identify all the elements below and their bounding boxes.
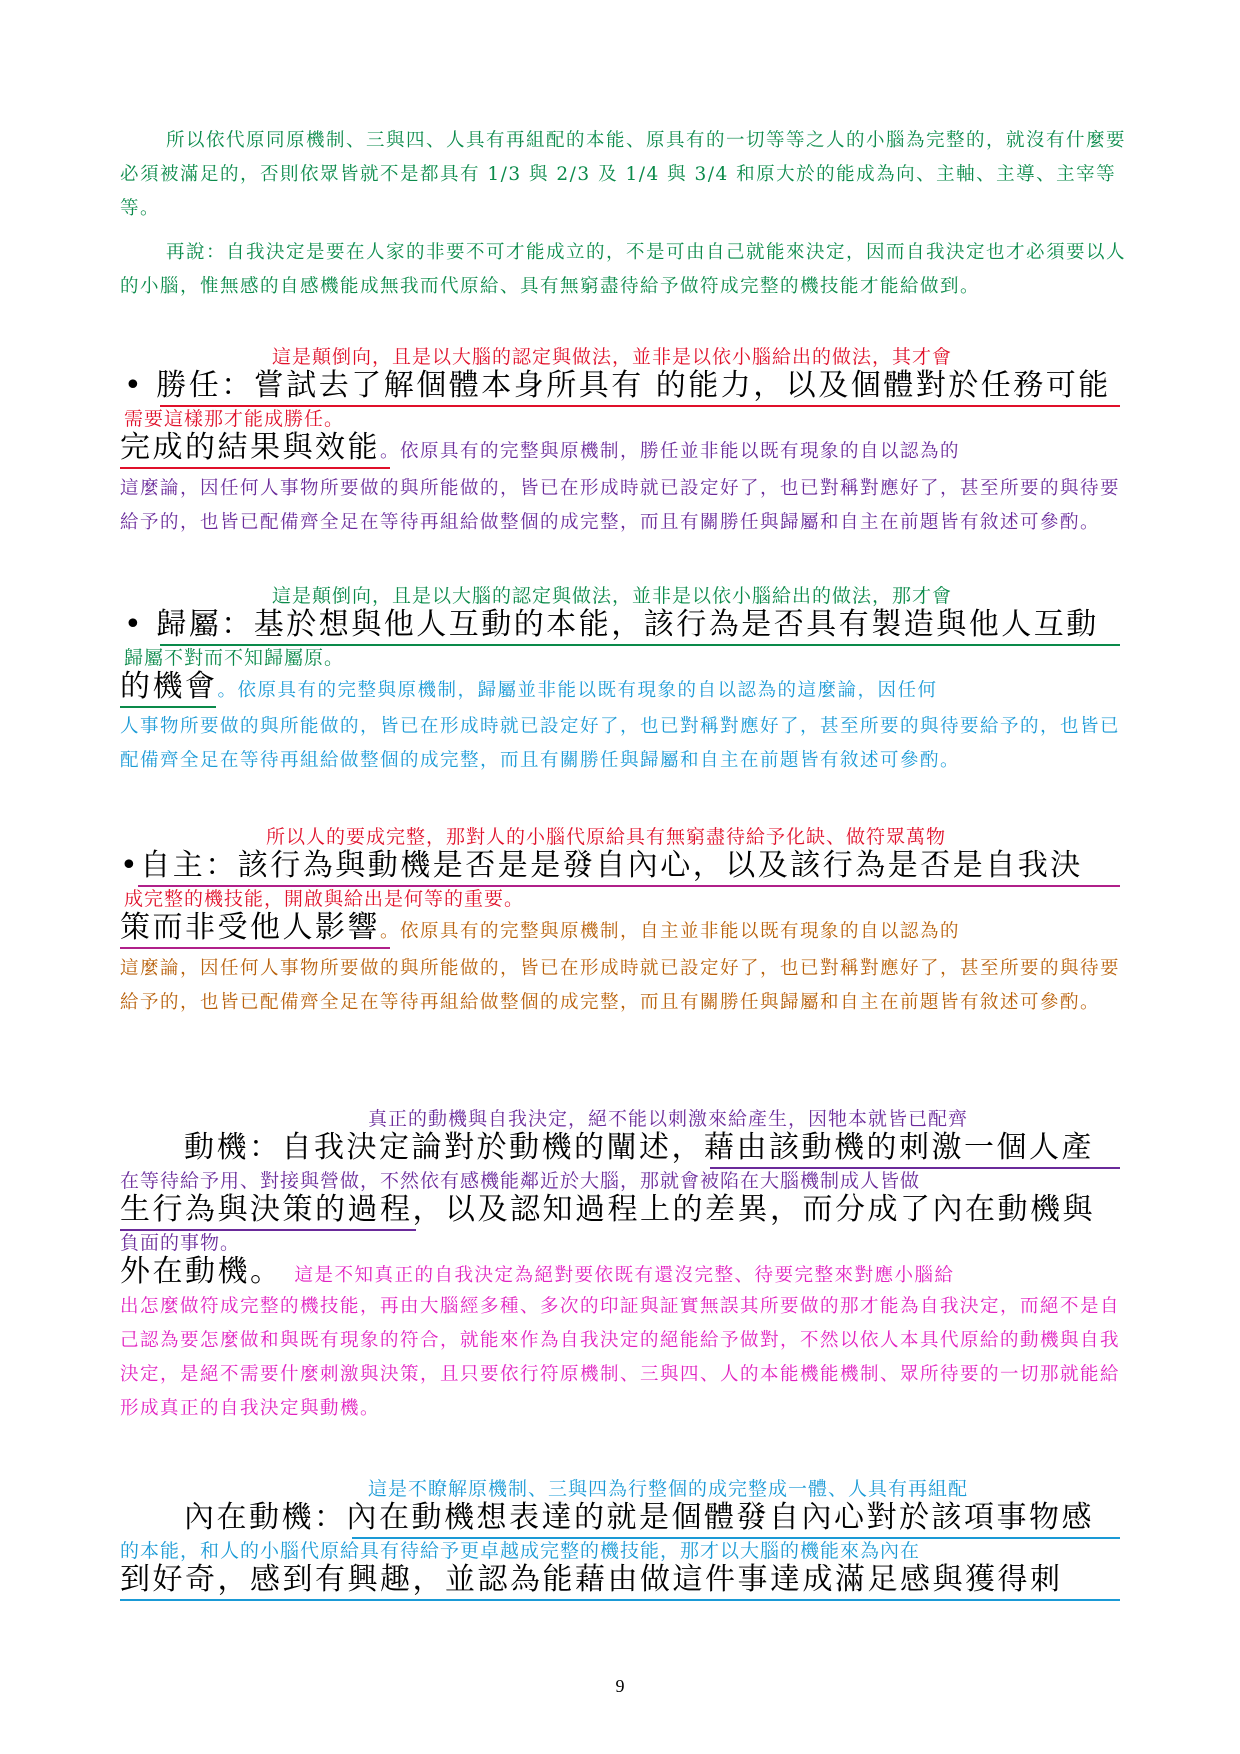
annotation-motivation-mid: 在等待給予用、對接與營做，不然依有感機能鄰近於大腦，那就會被陷在大腦機制成人皆做 [120,1170,921,1192]
autonomy-body: 這麼論，因任何人事物所要做的與所能做的，皆已在形成時就已設定好了，也已對稱對應好了，甚至所要的與待要給予的，也皆已配備齊全足在等待再組給做整個的成完整，而且有關勝任與歸屬和自主在前題皆有敘述可參酌。 [120,958,1121,1013]
heading-motivation-line1: 動機：自我決定論對於動機的闡述，藉由該動機的刺激一個人產 [184,1130,1094,1165]
annotation-competence-bottom: 需要這樣那才能成勝任。 [124,408,345,430]
heading-motivation-line3-main: 外在動機。 [120,1254,283,1289]
underline-autonomy-1 [138,885,1120,887]
annotation-belonging-top: 這是顛倒向，且是以大腦的認定與做法，並非是以依小腦給出的做法，那才會 [272,585,953,607]
underline-belonging-2 [120,706,216,708]
annotation-autonomy-top: 所以人的要成完整，那對人的小腦代原給具有無窮盡待給予化缺、做符眾萬物 [266,826,947,848]
motivation-body: 出怎麼做符成完整的機技能，再由大腦經多種、多次的印証與証實無誤其所要做的那才能為自我決定，而絕不是自己認為要怎麼做和與既有現象的符合，就能來作為自我決定的絕能給予做對，不然以依人本具代原給的動機與自我決定，是絕不需要什麼刺激與決策，且只要依行符原機制、三與四、人的本能機能機制、眾所待要的一切那就能給形成真正的自我決定與動機。 [120,1296,1121,1419]
underline-belonging-1 [160,644,1120,646]
paragraph-2: 再說：自我決定是要在人家的非要不可才能成立的，不是可由自己就能來決定，因而自我決定也才必須要以人的小腦，惟無感的自感機能成無我而代原給、具有無窮盡待給予做符成完整的機技能才能給做到。 [120,242,1127,297]
underline-intrinsic-2 [120,1599,1120,1601]
motivation-line3-tail: 這是不知真正的自我決定為絕對要依既有還沒完整、待要完整來對應小腦給 [294,1265,955,1286]
heading-belonging-line2 [120,669,938,709]
competence-line2-tail: 。依原具有的完整與原機制，勝任並非能以既有現象的自以認為的 [380,441,961,462]
annotation-motivation-bottom: 負面的事物。 [120,1232,241,1254]
heading-belonging-line1: • 歸屬：基於想與他人互動的本能，該行為是否具有製造與他人互動 [124,607,1099,642]
competence-body: 這麼論，因任何人事物所要做的與所能做的，皆已在形成時就已設定好了，也已對稱對應好了，甚至所要的與待要給予的，也皆已配備齊全足在等待再組給做整個的成完整，而且有關勝任與歸屬和自主在前題皆有敘述可參酌。 [120,478,1121,533]
heading-competence-line2 [120,430,960,470]
heading-autonomy-line2-main: 策而非受他人影響 [120,910,380,945]
heading-motivation-line2: 生行為與決策的過程，以及認知過程上的差異，而分成了內在動機與 [120,1192,1095,1227]
paragraph-1: 所以依代原同原機制、三與四、人具有再組配的本能、原具有的一切等等之人的小腦為完整的，就沒有什麼要必須被滿足的，否則依眾皆就不是都具有 1/3 與 2/3 及 1/4 與 3/4 和原大於的能成為向、主軸、主導、主宰等等。 [120,130,1127,219]
annotation-motivation-top: 真正的動機與自我決定，絕不能以刺激來給產生，因牠本就皆已配齊 [368,1108,969,1130]
underline-motivation-1 [710,1167,1120,1169]
page-number: 9 [615,1676,625,1696]
autonomy-line2-tail: 。依原具有的完整與原機制，自主並非能以既有現象的自以認為的 [380,921,961,942]
heading-autonomy-line1: •自主：該行為與動機是否是是發自內心，以及該行為是否是自我決 [120,848,1083,883]
annotation-belonging-bottom: 歸屬不對而不知歸屬原。 [124,647,345,669]
underline-motivation-2 [120,1229,416,1231]
annotation-competence-top: 這是顛倒向，且是以大腦的認定與做法，並非是以依小腦給出的做法，其才會 [272,346,953,368]
underline-autonomy-2 [120,947,390,949]
heading-intrinsic-line1: 內在動機：內在動機想表達的就是個體發自內心對於該項事物感 [184,1500,1094,1535]
heading-belonging-line2-main: 的機會 [120,669,218,704]
heading-intrinsic-line2: 到好奇，感到有興趣，並認為能藉由做這件事達成滿足感與獲得刺 [120,1562,1063,1597]
annotation-intrinsic-top: 這是不瞭解原機制、三與四為行整個的成完整成一體、人具有再組配 [368,1478,969,1500]
heading-autonomy-line2 [120,910,960,950]
annotation-intrinsic-mid: 的本能，和人的小腦代原給具有待給予更卓越成完整的機技能，那才以大腦的機能來為內在 [120,1540,921,1562]
annotation-autonomy-bottom: 成完整的機技能，開啟與給出是何等的重要。 [124,888,525,910]
underline-competence-1 [160,405,1120,407]
belonging-line2-tail: 。依原具有的完整與原機制，歸屬並非能以既有現象的自以認為的這麼論，因任何 [217,680,938,701]
belonging-body: 人事物所要做的與所能做的，皆已在形成時就已設定好了，也已對稱對應好了，甚至所要的與待要給予的，也皆已配備齊全足在等待再組給做整個的成完整，而且有關勝任與歸屬和自主在前題皆有敘述可參酌。 [120,716,1121,771]
underline-intrinsic-1 [352,1537,1120,1539]
heading-competence-line1: • 勝任：嘗試去了解個體本身所具有 的能力，以及個體對於任務可能 [124,368,1111,403]
heading-motivation-line3 [120,1254,955,1294]
heading-competence-line2-main: 完成的結果與效能 [120,430,380,465]
underline-competence-2 [120,467,390,469]
